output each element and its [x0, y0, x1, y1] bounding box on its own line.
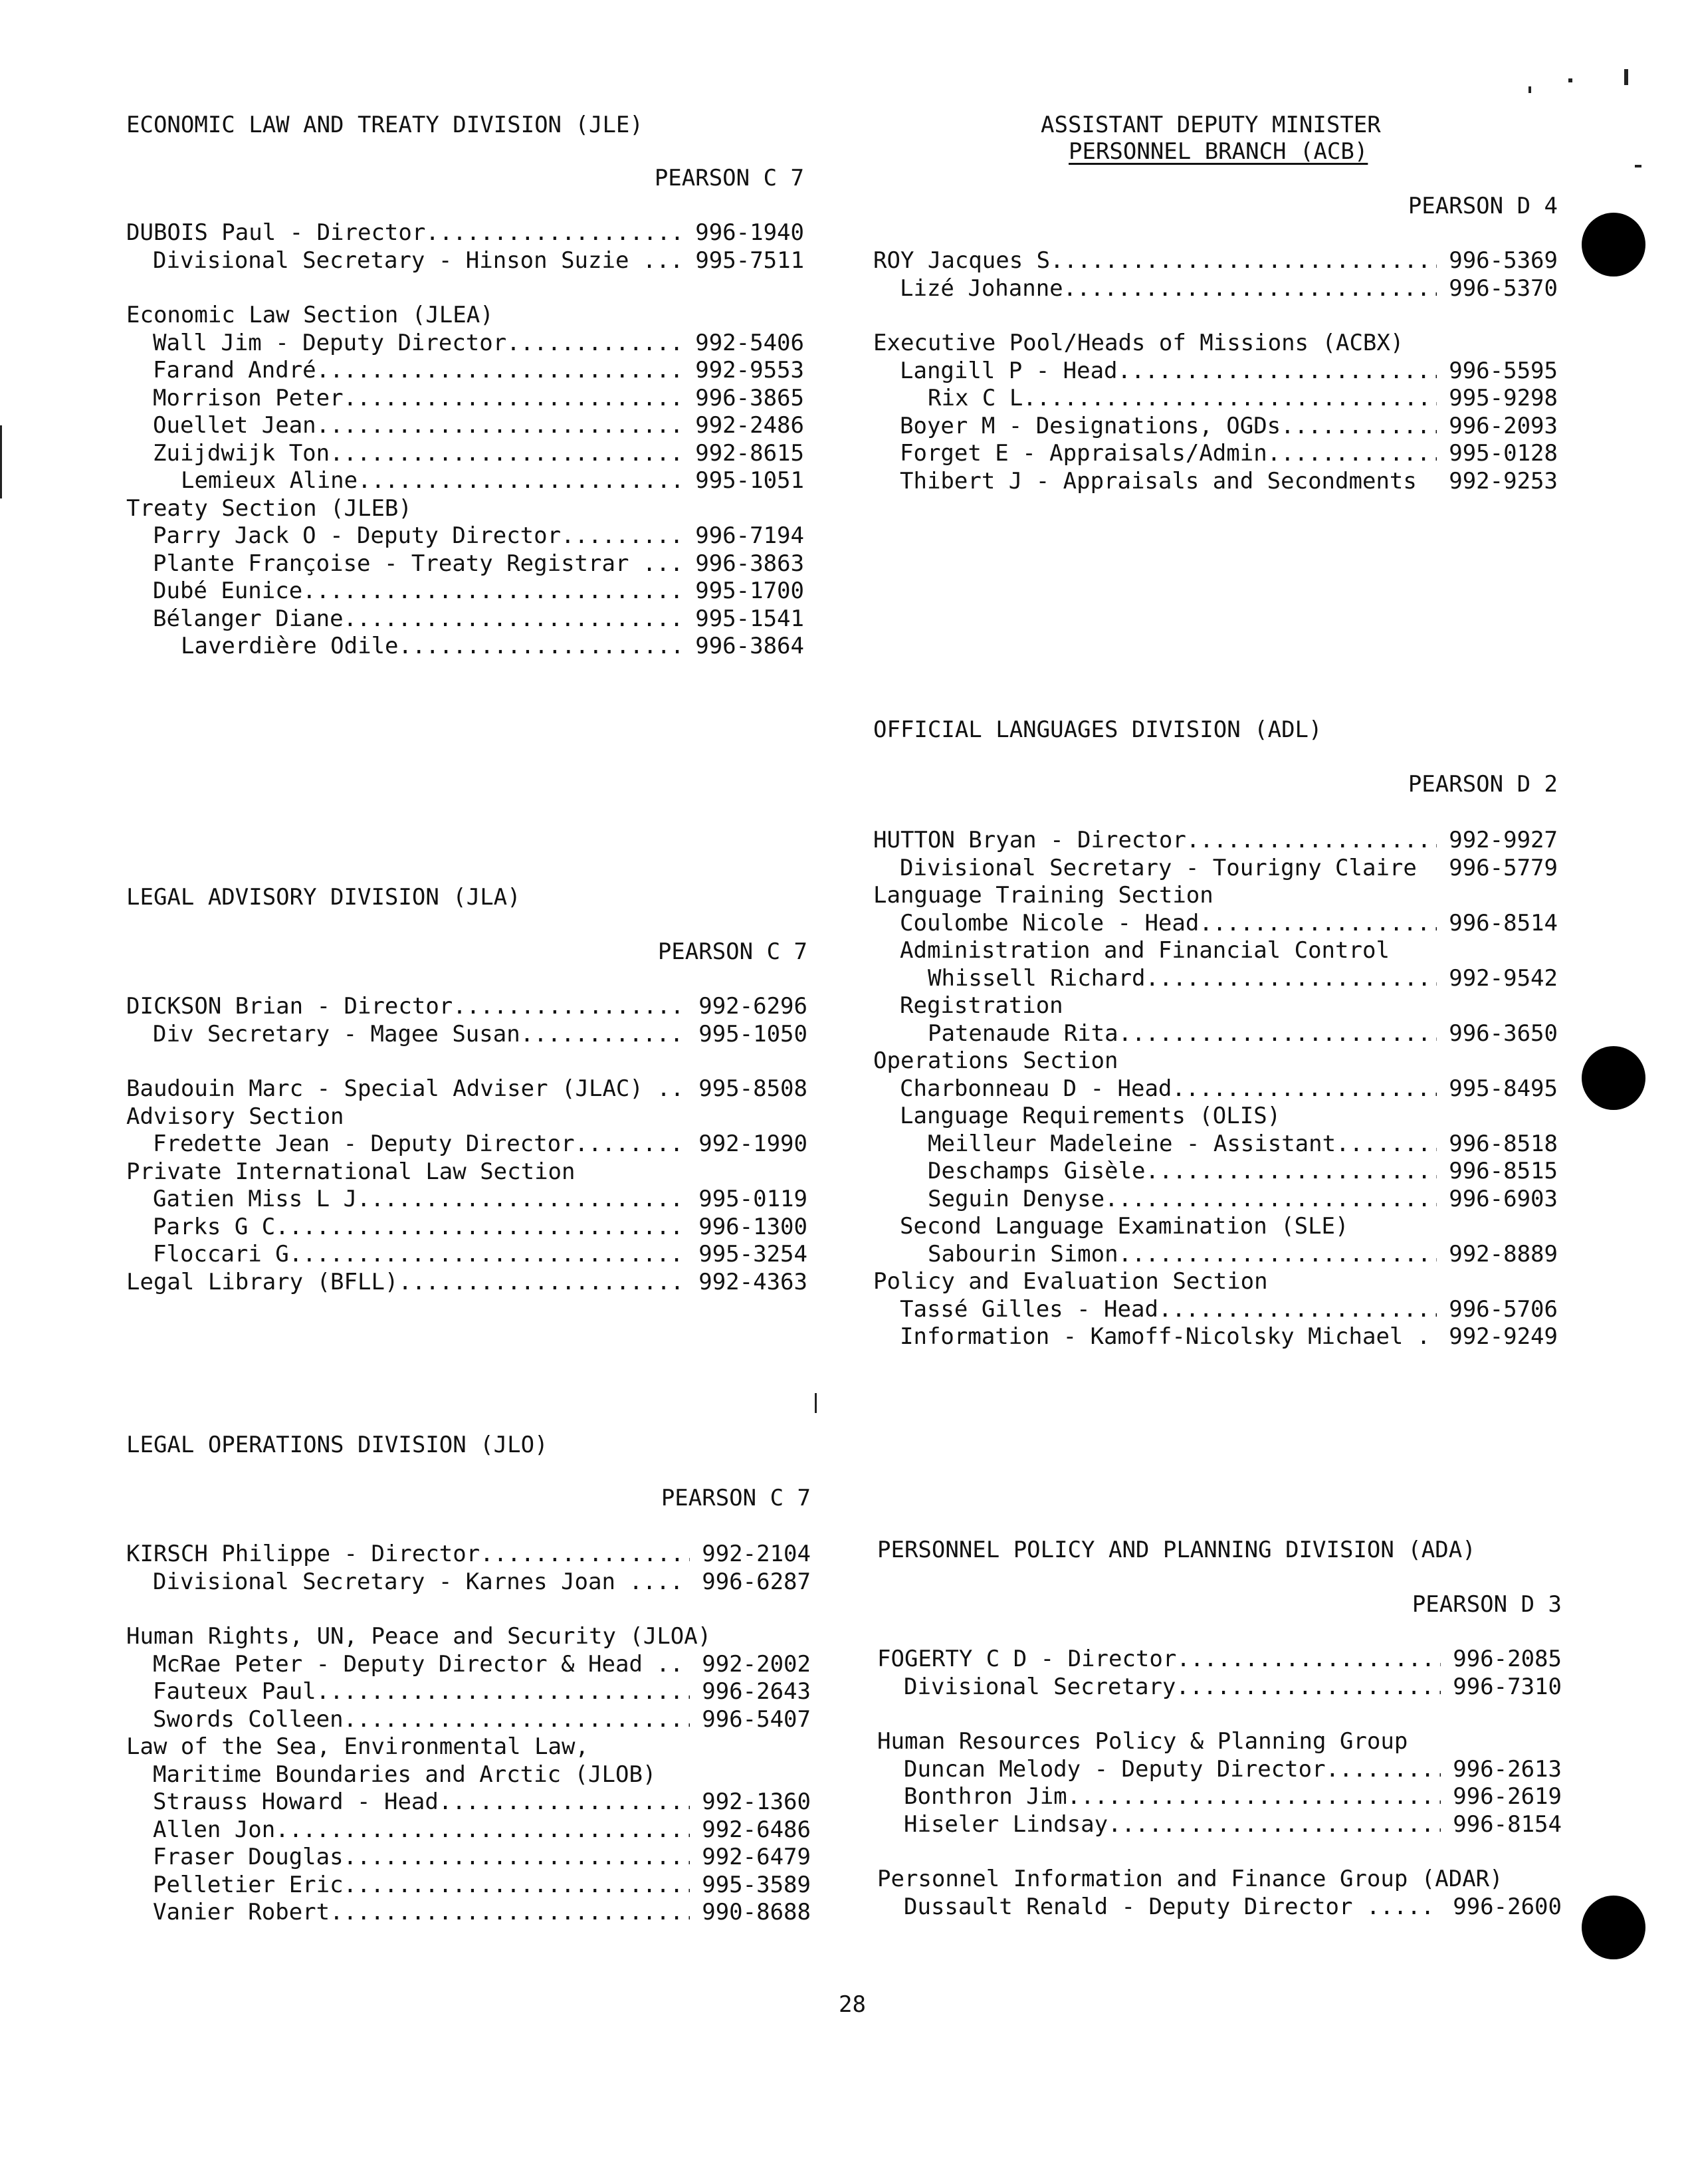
- directory-entry: [126, 440, 804, 468]
- directory-entry: [873, 827, 1558, 855]
- entry-phone: 992-6479: [702, 1844, 811, 1870]
- entry-phone: 996-2643: [702, 1678, 811, 1705]
- entry-name: Divisional Secretary - Karnes Joan ....: [153, 1568, 684, 1595]
- directory-entry: [873, 965, 1558, 993]
- directory-entry: [873, 1020, 1558, 1048]
- entry-phone: 996-2613: [1453, 1755, 1562, 1783]
- entry-phone: 996-2085: [1453, 1646, 1562, 1672]
- leader-dots: [575, 1131, 687, 1158]
- leader-dots: [275, 1816, 690, 1844]
- leader-dots: [1067, 1783, 1441, 1811]
- leader-dots: [425, 219, 683, 247]
- leader-dots: [1105, 1186, 1437, 1214]
- leader-dots: [399, 633, 684, 661]
- entry-phone: 992-6296: [698, 993, 807, 1020]
- directory-entry: [873, 1075, 1558, 1103]
- entry-phone: 996-3650: [1449, 1020, 1558, 1047]
- entry-name: Farand André: [153, 357, 316, 383]
- directory-entry: [873, 247, 1558, 275]
- entry-name: Rix C L: [928, 385, 1023, 411]
- entry-phone: 996-3863: [695, 550, 805, 577]
- leader-dots: [344, 385, 684, 413]
- jle-directory: [126, 219, 804, 661]
- leader-dots: [1176, 1674, 1441, 1701]
- leader-dots: [1267, 440, 1437, 468]
- directory-entry: [877, 1783, 1562, 1811]
- entry-phone: 995-0119: [698, 1186, 807, 1212]
- entry-phone: 996-8154: [1453, 1810, 1562, 1838]
- leader-dots: [316, 412, 684, 440]
- directory-entry: [126, 578, 804, 605]
- leader-dots: [1146, 965, 1437, 993]
- entry-phone: 996-6287: [702, 1568, 811, 1595]
- entry-phone: 995-0128: [1449, 440, 1558, 467]
- leader-dots: [1326, 1756, 1441, 1784]
- entry-name: Baudouin Marc - Special Adviser (JLAC) ..: [126, 1075, 685, 1102]
- entry-name: Fauteux Paul: [153, 1678, 316, 1705]
- directory-entry: [873, 385, 1558, 413]
- jla-directory: [126, 993, 807, 1296]
- entry-phone: 992-9553: [695, 357, 804, 383]
- section-heading: Administration and Financial Control: [900, 937, 1390, 964]
- leader-dots: [330, 1899, 690, 1927]
- directory-entry: [126, 1541, 811, 1569]
- binder-hole-middle: [1582, 1046, 1645, 1110]
- entry-phone: 995-1051: [695, 467, 804, 494]
- directory-entry: [126, 633, 804, 661]
- entry-phone: 996-6903: [1449, 1185, 1558, 1212]
- section-heading: Human Rights, UN, Peace and Security (JLOA): [126, 1623, 712, 1650]
- entry-phone: 996-5779: [1449, 854, 1558, 881]
- leader-dots: [1281, 413, 1437, 441]
- acb-title-line2: PERSONNEL BRANCH (ACB): [1069, 138, 1368, 165]
- section-heading: Policy and Evaluation Section: [873, 1268, 1268, 1295]
- directory-entry: [126, 993, 807, 1021]
- entry-name: Duncan Melody - Deputy Director: [904, 1755, 1326, 1783]
- directory-entry: [126, 357, 804, 385]
- entry-name: Divisional Secretary - Tourigny Claire: [900, 854, 1417, 881]
- leader-dots: [1063, 275, 1437, 303]
- section-heading: Language Training Section: [873, 882, 1213, 909]
- binder-hole-bottom: [1582, 1896, 1645, 1959]
- directory-entry: [126, 219, 804, 247]
- ada-directory: [877, 1646, 1562, 1921]
- entry-phone: 992-2002: [702, 1650, 811, 1678]
- leader-dots: [1023, 385, 1437, 413]
- directory-entry: [873, 1296, 1558, 1324]
- directory-entry: [873, 275, 1558, 303]
- leader-dots: [439, 1789, 690, 1816]
- directory-entry: [877, 1646, 1562, 1674]
- entry-name: Lizé Johanne: [900, 274, 1063, 302]
- entry-name: Hiseler Lindsay: [904, 1810, 1108, 1838]
- acb-title-line1: ASSISTANT DEPUTY MINISTER: [1041, 112, 1381, 138]
- entry-phone: 996-5706: [1449, 1295, 1558, 1323]
- spacer: [126, 274, 804, 302]
- entry-name: Lemieux Aline: [181, 467, 358, 494]
- entry-phone: 992-5406: [695, 329, 804, 356]
- entry-name: Deschamps Gisèle: [928, 1158, 1146, 1184]
- leader-dots: [1199, 910, 1437, 938]
- scan-speck: [815, 1393, 817, 1413]
- entry-name: Bonthron Jim: [904, 1783, 1067, 1810]
- spacer: [877, 1701, 1562, 1728]
- directory-entry: [126, 467, 804, 495]
- entry-phone: 996-8518: [1449, 1130, 1558, 1157]
- leader-dots: [1176, 1646, 1441, 1674]
- entry-name: Dussault Renald - Deputy Director .....: [904, 1893, 1435, 1920]
- ada-location: PEARSON D 3: [1412, 1591, 1562, 1618]
- leader-dots: [344, 1844, 690, 1872]
- entry-phone: 992-8889: [1449, 1240, 1558, 1267]
- entry-phone: 996-2093: [1449, 412, 1558, 439]
- entry-name: Parry Jack O - Deputy Director: [153, 522, 562, 549]
- directory-entry: [873, 855, 1558, 883]
- entry-phone: 995-8495: [1449, 1075, 1558, 1102]
- spacer: [126, 1048, 807, 1075]
- spacer: [126, 1596, 811, 1623]
- entry-phone: 996-3865: [695, 384, 804, 411]
- entry-name: Meilleur Madeleine - Assistant: [928, 1130, 1336, 1157]
- entry-phone: 996-7194: [695, 522, 804, 549]
- entry-name: Boyer M - Designations, OGDs: [900, 412, 1281, 439]
- page-number: 28: [839, 1991, 866, 2018]
- entry-name: Plante Françoise - Treaty Registrar ...: [153, 550, 684, 577]
- entry-phone: 995-1050: [698, 1020, 807, 1047]
- entry-name: Sabourin Simon: [928, 1240, 1118, 1267]
- entry-name: McRae Peter - Deputy Director & Head ..: [153, 1650, 684, 1678]
- entry-name: Swords Colleen: [153, 1705, 344, 1733]
- leader-dots: [330, 440, 683, 468]
- entry-phone: 992-9253: [1449, 467, 1558, 494]
- directory-entry: [877, 1756, 1562, 1784]
- entry-phone: 996-5370: [1449, 274, 1558, 302]
- entry-phone: 992-9927: [1449, 827, 1558, 853]
- leader-dots: [1108, 1811, 1441, 1839]
- entry-phone: 996-1940: [695, 219, 804, 246]
- directory-entry: [126, 1075, 807, 1103]
- entry-name: Forget E - Appraisals/Admin: [900, 440, 1267, 467]
- entry-name: Pelletier Eric: [153, 1871, 344, 1898]
- directory-entry: [873, 1323, 1558, 1351]
- directory-entry: [877, 1811, 1562, 1839]
- entry-name: ROY Jacques S: [873, 247, 1051, 274]
- leader-dots: [683, 1651, 690, 1679]
- entry-phone: 995-7511: [695, 247, 805, 274]
- entry-phone: 990-8688: [702, 1899, 811, 1925]
- entry-name: Bélanger Diane: [153, 605, 344, 632]
- entry-name: Morrison Peter: [153, 384, 344, 411]
- directory-entry: [126, 1678, 811, 1706]
- directory-entry: [873, 468, 1558, 496]
- directory-entry: [126, 550, 804, 578]
- jlo-title: LEGAL OPERATIONS DIVISION (JLO): [126, 1432, 548, 1458]
- entry-phone: 995-1700: [695, 578, 804, 604]
- leader-dots: [1146, 1158, 1437, 1186]
- entry-phone: 996-5407: [702, 1705, 811, 1733]
- entry-phone: 996-5369: [1449, 247, 1558, 274]
- leader-dots: [1417, 468, 1437, 496]
- leader-dots: [1434, 1894, 1441, 1921]
- entry-name: Vanier Robert: [153, 1899, 330, 1925]
- section-heading: Registration: [900, 992, 1063, 1019]
- directory-entry: [126, 247, 804, 275]
- directory-entry: [873, 413, 1558, 441]
- binder-hole-top: [1582, 213, 1645, 276]
- entry-name: Wall Jim - Deputy Director: [153, 329, 507, 356]
- leader-dots: [1050, 247, 1437, 275]
- entry-name: DUBOIS Paul - Director: [126, 219, 426, 246]
- adl-directory: [873, 827, 1558, 1351]
- entry-name: Gatien Miss L J: [153, 1186, 358, 1212]
- jlo-directory: [126, 1541, 811, 1927]
- section-heading: Second Language Examination (SLE): [900, 1213, 1349, 1240]
- directory-entry: [877, 1894, 1562, 1921]
- entry-phone: 996-8515: [1449, 1158, 1558, 1184]
- entry-phone: 995-3254: [698, 1241, 807, 1267]
- entry-phone: 996-7310: [1453, 1673, 1562, 1700]
- section-heading: Law of the Sea, Environmental Law,: [126, 1733, 589, 1760]
- entry-name: Allen Jon: [153, 1816, 276, 1843]
- entry-name: Div Secretary - Magee Susan: [153, 1020, 520, 1047]
- entry-phone: 992-2104: [702, 1541, 811, 1567]
- leader-dots: [1172, 1075, 1437, 1103]
- directory-entry: [126, 412, 804, 440]
- scan-speck: [1624, 69, 1628, 85]
- entry-phone: 992-9542: [1449, 964, 1558, 992]
- leader-dots: [275, 1214, 686, 1242]
- adl-location: PEARSON D 2: [1408, 771, 1558, 798]
- leader-dots: [1430, 1323, 1437, 1351]
- directory-entry: [126, 605, 804, 633]
- leader-dots: [358, 467, 683, 495]
- entry-phone: 995-1541: [695, 605, 804, 632]
- scan-speck: [1568, 78, 1572, 82]
- entry-name: Legal Library (BFLL): [126, 1268, 399, 1295]
- entry-name: Divisional Secretary: [904, 1673, 1176, 1700]
- leader-dots: [480, 1541, 690, 1569]
- entry-name: DICKSON Brian - Director: [126, 993, 453, 1020]
- entry-phone: 996-5595: [1449, 357, 1558, 384]
- entry-name: Floccari G: [153, 1241, 289, 1267]
- directory-entry: [873, 440, 1558, 468]
- leader-dots: [316, 357, 684, 385]
- entry-phone: 996-2600: [1453, 1893, 1562, 1920]
- section-heading: Operations Section: [873, 1047, 1118, 1074]
- section-heading: Human Resources Policy & Planning Group: [877, 1728, 1408, 1755]
- jla-location: PEARSON C 7: [657, 938, 807, 965]
- directory-entry: [126, 1706, 811, 1734]
- leader-dots: [398, 1269, 686, 1297]
- entry-name: Tassé Gilles - Head: [900, 1295, 1158, 1323]
- entry-name: Charbonneau D - Head: [900, 1075, 1172, 1102]
- entry-name: Zuijdwijk Ton: [153, 439, 330, 467]
- jle-title: ECONOMIC LAW AND TREATY DIVISION (JLE): [126, 112, 643, 138]
- directory-entry: [877, 1674, 1562, 1701]
- scan-speck: [1528, 86, 1531, 93]
- entry-name: Ouellet Jean: [153, 412, 316, 439]
- entry-name: KIRSCH Philippe - Director: [126, 1541, 480, 1567]
- adl-title: OFFICIAL LANGUAGES DIVISION (ADL): [873, 716, 1322, 743]
- entry-name: FOGERTY C D - Director: [877, 1646, 1177, 1672]
- jlo-location: PEARSON C 7: [661, 1485, 811, 1511]
- leader-dots: [683, 1569, 690, 1596]
- directory-entry: [126, 1569, 811, 1596]
- directory-entry: [126, 1269, 807, 1297]
- entry-name: Fredette Jean - Deputy Director: [153, 1131, 575, 1157]
- entry-name: Strauss Howard - Head: [153, 1789, 439, 1815]
- entry-phone: 996-3864: [695, 633, 804, 659]
- entry-name: Information - Kamoff-Nicolsky Michael .: [900, 1323, 1431, 1350]
- directory-entry: [126, 1214, 807, 1242]
- entry-name: Dubé Eunice: [153, 578, 303, 604]
- entry-phone: 995-8508: [698, 1075, 807, 1102]
- leader-dots: [1118, 1241, 1437, 1269]
- ada-title: PERSONNEL POLICY AND PLANNING DIVISION (ADA): [877, 1537, 1476, 1563]
- section-heading: Executive Pool/Heads of Missions (ACBX): [873, 330, 1404, 356]
- directory-entry: [873, 1131, 1558, 1158]
- directory-entry: [126, 330, 804, 358]
- scan-speck: [1635, 165, 1641, 167]
- spacer: [877, 1838, 1562, 1866]
- directory-entry: [126, 385, 804, 413]
- leader-dots: [453, 993, 686, 1021]
- directory-entry: [126, 522, 804, 550]
- entry-name: Divisional Secretary - Hinson Suzie ...: [153, 247, 684, 274]
- entry-phone: 996-1300: [698, 1213, 807, 1240]
- leader-dots: [357, 1186, 686, 1214]
- directory-entry: [873, 910, 1558, 938]
- entry-name: Laverdière Odile: [181, 633, 399, 659]
- acb-directory: [873, 247, 1558, 495]
- section-heading: Treaty Section (JLEB): [126, 494, 412, 522]
- directory-entry: [873, 358, 1558, 385]
- section-heading: Language Requirements (OLIS): [900, 1103, 1281, 1129]
- leader-dots: [1186, 827, 1437, 855]
- leader-dots: [561, 522, 683, 550]
- section-heading: Advisory Section: [126, 1103, 344, 1130]
- section-heading: Private International Law Section: [126, 1158, 576, 1185]
- leader-dots: [302, 578, 683, 605]
- section-heading: Maritime Boundaries and Arctic (JLOB): [153, 1761, 657, 1788]
- entry-phone: 992-4363: [698, 1268, 807, 1295]
- leader-dots: [344, 1872, 690, 1900]
- entry-phone: 995-9298: [1449, 385, 1558, 411]
- entry-phone: 996-2619: [1453, 1783, 1562, 1810]
- scan-edge-mark: [0, 425, 2, 498]
- directory-entry: [873, 1158, 1558, 1186]
- entry-phone: 992-1360: [702, 1789, 811, 1815]
- entry-name: HUTTON Bryan - Director: [873, 827, 1186, 853]
- leader-dots: [344, 1706, 690, 1734]
- entry-name: Patenaude Rita: [928, 1020, 1118, 1047]
- section-heading: Personnel Information and Finance Group (ADAR): [877, 1866, 1503, 1892]
- leader-dots: [1158, 1296, 1437, 1324]
- leader-dots: [1118, 358, 1437, 385]
- directory-entry: [126, 1789, 811, 1816]
- entry-phone: 992-9249: [1449, 1323, 1558, 1350]
- leader-dots: [316, 1678, 690, 1706]
- leader-dots: [1336, 1131, 1437, 1158]
- entry-phone: 995-3589: [702, 1871, 811, 1898]
- directory-entry: [126, 1021, 807, 1049]
- directory-entry: [126, 1131, 807, 1158]
- directory-entry: [126, 1186, 807, 1214]
- leader-dots: [289, 1241, 687, 1269]
- entry-name: Coulombe Nicole - Head: [900, 909, 1200, 936]
- directory-entry: [126, 1899, 811, 1927]
- entry-phone: 992-8615: [695, 439, 804, 467]
- entry-name: Thibert J - Appraisals and Secondments: [900, 467, 1417, 494]
- directory-entry: [126, 1241, 807, 1269]
- leader-dots: [506, 330, 683, 358]
- directory-entry: [126, 1651, 811, 1679]
- entry-phone: 996-8514: [1449, 909, 1558, 936]
- entry-name: Whissell Richard: [928, 964, 1146, 992]
- directory-entry: [873, 1186, 1558, 1214]
- entry-name: Parks G C: [153, 1213, 276, 1240]
- leader-dots: [520, 1021, 687, 1049]
- entry-phone: 992-6486: [702, 1816, 811, 1843]
- directory-entry: [126, 1816, 811, 1844]
- entry-name: Seguin Denyse: [928, 1185, 1105, 1212]
- entry-name: Langill P - Head: [900, 357, 1118, 384]
- spacer: [873, 302, 1558, 330]
- acb-location: PEARSON D 4: [1408, 193, 1558, 219]
- jla-title: LEGAL ADVISORY DIVISION (JLA): [126, 884, 521, 911]
- leader-dots: [344, 605, 684, 633]
- directory-entry: [126, 1872, 811, 1900]
- entry-name: Fraser Douglas: [153, 1844, 344, 1870]
- leader-dots: [1118, 1020, 1437, 1048]
- entry-phone: 992-2486: [695, 412, 804, 439]
- section-heading: Economic Law Section (JLEA): [126, 302, 494, 328]
- directory-entry: [873, 1241, 1558, 1269]
- directory-entry: [126, 1844, 811, 1872]
- entry-phone: 992-1990: [698, 1131, 807, 1157]
- leader-dots: [1417, 855, 1437, 883]
- jle-location: PEARSON C 7: [654, 165, 804, 191]
